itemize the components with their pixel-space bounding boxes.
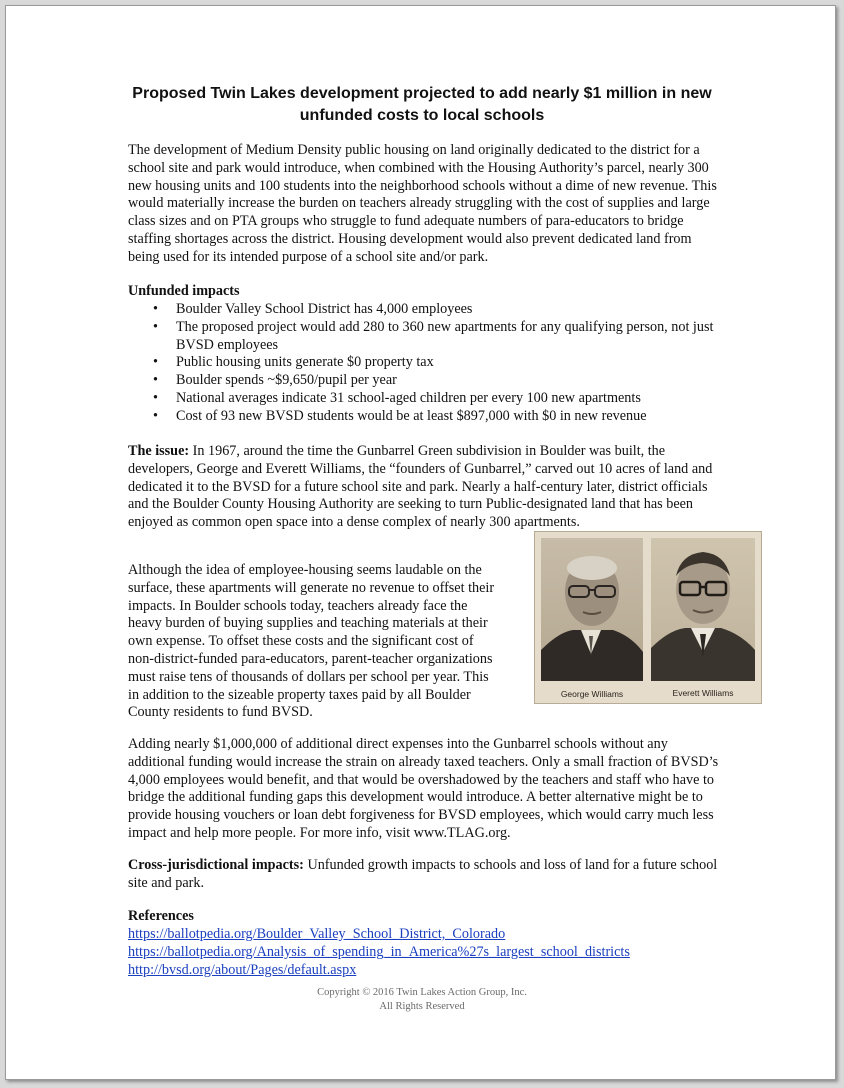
bullet-icon: •	[153, 389, 158, 406]
page-title: Proposed Twin Lakes development projected to add nearly $1 million in new unfunded costs to local schools	[132, 85, 712, 124]
reference-link-ballotpedia-bvsd[interactable]: https://ballotpedia.org/Boulder_Valley_School_District,_Colorado	[128, 926, 506, 942]
references-list	[128, 926, 721, 979]
bullet-icon: •	[153, 372, 158, 389]
cross-lead: Cross-jurisdictional impacts:	[128, 857, 304, 873]
list-item: • National averages indicate 31 school-aged children per every 100 new apartments	[153, 389, 641, 406]
issue-lead: The issue:	[128, 443, 190, 459]
reference-link-ballotpedia-spending[interactable]: https://ballotpedia.org/Analysis_of_spending_in_America%27s_largest_school_districts	[128, 943, 630, 960]
cross-jurisdictional-paragraph	[128, 857, 721, 893]
impacts-list	[128, 301, 721, 426]
cross-text: Unfunded growth impacts to schools and loss of land for a future school site and park.	[128, 857, 718, 891]
bullet-icon: •	[153, 301, 158, 317]
list-item: • Public housing units generate $0 property tax	[153, 354, 434, 371]
founders-photo-image	[535, 532, 761, 703]
copyright-text: Copyright © 2016 Twin Lakes Action Group, Inc.	[317, 987, 527, 998]
impacts-heading: Unfunded impacts	[128, 283, 240, 299]
footer	[206, 986, 638, 1014]
intro-paragraph: The development of Medium Density public housing on land originally dedicated to the district for a school site and park would introduce, when combined with the Housing Authority’s parcel, nearly 300 new housing units and 100 students into the neighborhood schools without a dime of new revenue. This would materially increase the burden on teachers already struggling with the cost of supplies and large class sizes and on PTA groups who struggle to fund adequate numbers of para-educators to bridge staffing shortages across the district. Housing development would also prevent dedicated land from being used for its intended purpose of a school site and/or park.	[128, 142, 717, 265]
references-heading: References	[128, 908, 194, 924]
founders-photo	[534, 531, 762, 704]
issue-text: In 1967, around the time the Gunbarrel Green subdivision in Boulder was built, the developers, George and Everett Williams, the “founders of Gunbarrel,” carved out 10 acres of land and dedicated it to the BVSD for a future school site and park. Nearly a half-century later, district officials and the Boulder County Housing Authority are seeking to turn Public-designated land that has been enjoyed as common open space into a dense complex of nearly 300 apartments.	[128, 443, 713, 531]
adding-paragraph: Adding nearly $1,000,000 of additional direct expenses into the Gunbarrel schools without any additional funding would increase the strain on already taxed teachers. Only a small fraction of BVSD’s 4,000 employees would benefit, and that would be overshadowed by the teachers and staff who have to bridge the additional funding gaps this development would introduce. A better alternative might be to provide housing vouchers or loan debt forgiveness for BVSD employees, which would carry much less impact and help more people. For more info, visit www.TLAG.org.	[128, 736, 719, 841]
issue-paragraph	[128, 443, 721, 532]
reference-link-bvsd[interactable]: http://bvsd.org/about/Pages/default.aspx	[128, 961, 357, 978]
list-item: • Boulder spends ~$9,650/pupil per year	[153, 372, 397, 389]
list-item: • The proposed project would add 280 to 360 new apartments for any qualifying person, not just BVSD employees	[153, 318, 714, 353]
bullet-icon: •	[153, 318, 158, 335]
photo-caption-left: George Williams	[560, 689, 624, 699]
list-item: • Boulder Valley School District has 4,000 employees	[153, 301, 473, 317]
document-page	[5, 5, 836, 1080]
rights-text: All Rights Reserved	[379, 1001, 465, 1012]
although-paragraph: Although the idea of employee-housing seems laudable on the surface, these apartments will generate no revenue to offset their impacts. In Boulder schools today, teachers already face the heavy burden of buying supplies and teaching materials at their own expense. To offset these costs and the significant cost of non-district-funded para-educators, parent-teacher organizations must raise tens of thousands of dollars per school per year. This in addition to the sizeable property taxes paid by all Boulder County residents to fund BVSD.	[128, 562, 495, 721]
list-item: • Cost of 93 new BVSD students would be at least $897,000 with $0 in new revenue	[153, 407, 647, 424]
bullet-icon: •	[153, 407, 158, 424]
bullet-icon: •	[153, 354, 158, 371]
photo-caption-right: Everett Williams	[672, 688, 734, 698]
